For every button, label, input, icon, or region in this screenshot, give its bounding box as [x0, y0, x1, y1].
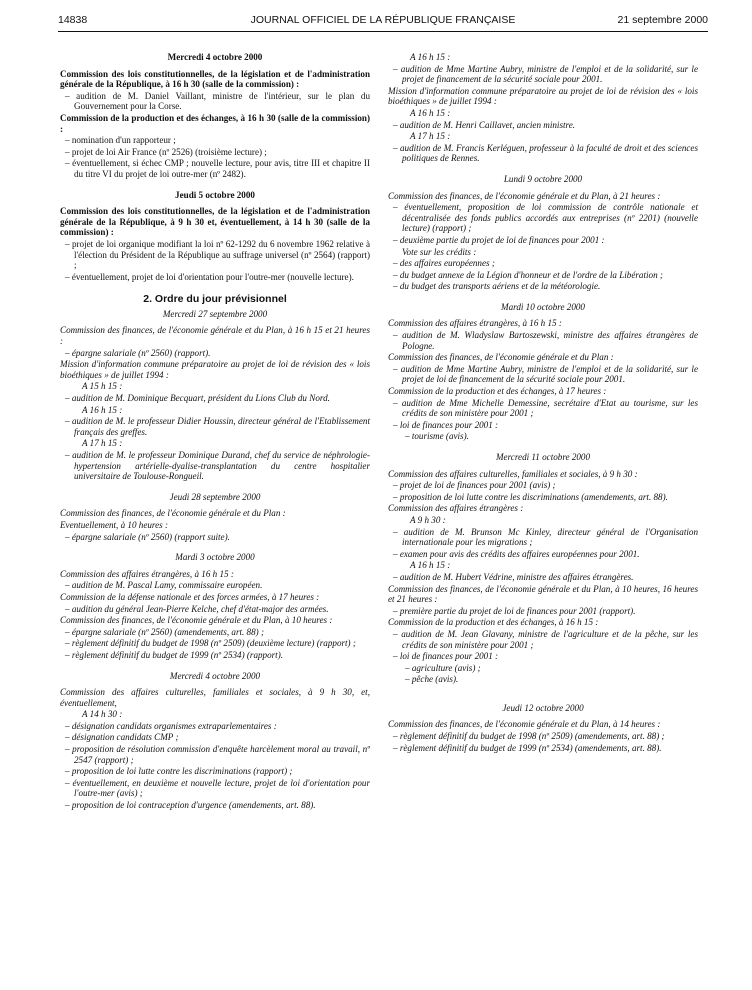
committee-entry: Commission des finances, de l'économie générale et du Plan, à 10 heures, 16 heures et 21 heures :	[388, 583, 698, 605]
agenda-subitem: – pêche (avis).	[405, 674, 459, 685]
agenda-item: – audition de M. Brunson Mc Kinley, directeur général de l'Organisation internationale pour les migrations ;	[393, 526, 698, 548]
time-slot: A 16 h 15 :	[410, 560, 451, 571]
agenda-item: – règlement définitif du budget de 1999 (nº 2534) (rapport).	[65, 649, 284, 660]
day-heading: Jeudi 28 septembre 2000	[169, 491, 261, 502]
agenda-item: – proposition de loi contraception d'urgence (amendements, art. 88).	[65, 800, 316, 811]
agenda-item: – proposition de résolution commission d'enquête harcèlement moral au travail, nº 2547 (rapport) ;	[65, 744, 370, 765]
agenda-item: – proposition de loi lutte contre les discriminations (amendements, art. 88).	[393, 491, 668, 502]
committee-entry: Commission des finances, de l'économie générale et du Plan, à 21 heures :	[388, 190, 661, 201]
left-column	[60, 38, 370, 812]
time-slot: A 16 h 15 :	[410, 107, 451, 118]
agenda-item: – éventuellement, en deuxième et nouvelle lecture, projet de loi d'orientation pour l'outre-mer (avis) ;	[65, 777, 370, 799]
agenda-item: – éventuellement, projet de loi d'orientation pour l'outre-mer (nouvelle lecture).	[65, 271, 354, 282]
agenda-item: – épargne salariale (nº 2560) (rapport).	[65, 347, 211, 358]
committee-entry: Commission des finances, de l'économie générale et du Plan, à 16 h 15 et 21 heures :	[60, 325, 370, 347]
agenda-item: – audition du général Jean-Pierre Kelche, chef d'état-major des armées.	[65, 603, 329, 614]
right-column	[388, 38, 698, 754]
agenda-item: – loi de finances pour 2001 :	[393, 419, 499, 430]
day-heading: Mercredi 4 octobre 2000	[169, 670, 261, 681]
agenda-item: – audition de Mme Martine Aubry, ministre de l'emploi et de la solidarité, sur le projet de financement de la sécurité sociale pour 2001.	[393, 63, 698, 85]
agenda-item: – audition de Mme Michelle Demessine, secrétaire d'Etat au tourisme, sur les crédits de son ministère pour 2001 ;	[393, 397, 698, 419]
committee-entry: Mission d'information commune préparatoire au projet de loi de révision des « lois bioéthiques » de juillet 1994 :	[60, 359, 370, 380]
issue-date: 21 septembre 2000	[617, 14, 708, 26]
agenda-item: – éventuellement, proposition de loi commission de contrôle nationale et décentralisée des fonds publics accordés aux entreprises (nº 2201) (nouvelle lecture) (rapport) ;	[393, 202, 698, 234]
agenda-item: – audition de M. Hubert Védrine, ministre des affaires étrangères.	[393, 571, 634, 582]
agenda-item: – projet de loi Air France (nº 2526) (troisième lecture) ;	[65, 146, 267, 157]
agenda-item: – des affaires européennes ;	[393, 258, 495, 269]
agenda-item: – projet de loi organique modifiant la loi nº 62-1292 du 6 novembre 1962 relative à l'élection du Président de la République au suffrage universel (nº 2564) (rapport) ;	[65, 238, 370, 271]
committee-entry: Commission des affaires culturelles, familiales et sociales, à 9 h 30, et, éventuellement,	[60, 687, 370, 708]
committee-entry: Commission des affaires étrangères, à 16 h 15 :	[60, 568, 234, 579]
agenda-item: – désignation candidats organismes extraparlementaires :	[65, 720, 277, 731]
day-heading: Lundi 9 octobre 2000	[503, 173, 583, 184]
agenda-subitem: – agriculture (avis) ;	[405, 662, 481, 673]
day-heading: Mercredi 27 septembre 2000	[162, 308, 268, 319]
committee-entry: Commission de la production et des échanges, à 16 h 30 (salle de la commission) :	[60, 112, 370, 134]
time-slot: A 16 h 15 :	[82, 404, 123, 415]
committee-entry: Commission de la défense nationale et des forces armées, à 17 heures :	[60, 591, 320, 602]
agenda-item: – du budget annexe de la Légion d'honneur et de l'ordre de la Libération ;	[393, 269, 663, 280]
agenda-item: – audition de M. Francis Kerléguen, professeur à la faculté de droit et des sciences politiques de Rennes.	[393, 142, 698, 164]
time-slot: A 9 h 30 :	[410, 514, 446, 525]
agenda-item: – désignation candidats CMP ;	[65, 732, 179, 743]
agenda-item: – audition de Mme Martine Aubry, ministre de l'emploi et de la solidarité, sur le projet de loi de financement de la sécurité sociale pour 2001.	[393, 363, 698, 385]
time-slot: A 17 h 15 :	[82, 438, 123, 449]
section-heading: 2. Ordre du jour prévisionnel	[143, 293, 287, 306]
agenda-item: – audition de M. Dominique Becquart, président du Lions Club du Nord.	[65, 393, 330, 404]
page-header	[58, 14, 708, 30]
time-slot: A 16 h 15 :	[410, 52, 451, 62]
agenda-item: – projet de loi de finances pour 2001 (avis) ;	[393, 480, 556, 491]
committee-entry: Commission des affaires culturelles, familiales et sociales, à 9 h 30 :	[388, 468, 638, 479]
agenda-item: – audition de M. Pascal Lamy, commissaire européen.	[65, 580, 263, 591]
agenda-item: – première partie du projet de loi de finances pour 2001 (rapport).	[393, 605, 636, 616]
agenda-item: – épargne salariale (nº 2560) (rapport suite).	[65, 531, 230, 542]
agenda-item: – règlement définitif du budget de 1999 (nº 2534) (amendements, art. 88).	[393, 742, 662, 753]
committee-entry: Commission des lois constitutionnelles, de la législation et de l'administration générale de la République, à 16 h 30 (salle de la commission) :	[60, 68, 370, 90]
agenda-item: – audition de M. Daniel Vaillant, ministre de l'intérieur, sur le plan du Gouvernement pour la Corse.	[65, 90, 370, 112]
committee-entry: Commission des affaires étrangères, à 16 h 15 :	[388, 318, 562, 329]
page-number: 14838	[58, 14, 88, 26]
agenda-item: – deuxième partie du projet de loi de finances pour 2001 :	[393, 234, 605, 245]
agenda-item: – épargne salariale (nº 2560) (amendements, art. 88) ;	[65, 626, 264, 637]
agenda-item: – examen pour avis des crédits des affaires européennes pour 2001.	[393, 548, 640, 559]
agenda-item: – audition de M. le professeur Dominique Durand, chef du service de néphrologie-hypertension artérielle-dyalise-transplantation du centre hospitalier universitaire de Toulouse-Rongueil.	[65, 450, 370, 482]
agenda-item: – loi de finances pour 2001 :	[393, 651, 499, 662]
day-heading: Jeudi 12 octobre 2000	[502, 702, 584, 713]
agenda-item: – éventuellement, si échec CMP ; nouvelle lecture, pour avis, titre III et chapitre II du titre VI du projet de loi outre-mer (nº 2482).	[65, 158, 370, 179]
agenda-item: – audition de M. Jean Glavany, ministre de l'agriculture et de la pêche, sur les crédits de son ministère pour 2001 ;	[393, 628, 698, 650]
committee-entry: Commission de la production et des échanges, à 16 h 15 :	[388, 617, 599, 628]
committee-entry: Mission d'information commune préparatoire au projet de loi de révision des « lois bioéthiques » de juillet 1994 :	[388, 85, 698, 107]
agenda-item: – audition de M. Wladyslaw Bartoszewski, ministre des affaires étrangères de Pologne.	[393, 330, 698, 351]
time-slot: A 14 h 30 :	[82, 709, 123, 720]
day-heading: Mardi 3 octobre 2000	[175, 552, 255, 563]
committee-entry: Commission de la production et des échanges, à 17 heures :	[388, 386, 607, 397]
agenda-item: – règlement définitif du budget de 1998 (nº 2509) (deuxième lecture) (rapport) ;	[65, 638, 356, 649]
agenda-item: – audition de M. Henri Caillavet, ancien ministre.	[393, 119, 576, 130]
agenda-item: – proposition de loi lutte contre les discriminations (rapport) ;	[65, 766, 293, 777]
committee-entry: Commission des finances, de l'économie générale et du Plan, à 14 heures :	[388, 719, 661, 730]
committee-entry: Commission des finances, de l'économie générale et du Plan :	[388, 352, 614, 363]
time-slot: A 17 h 15 :	[410, 131, 451, 142]
committee-entry: Commission des finances, de l'économie générale et du Plan :	[60, 508, 286, 519]
committee-entry: Commission des finances, de l'économie générale et du Plan, à 10 heures :	[60, 615, 333, 626]
agenda-item: – audition de M. le professeur Didier Houssin, directeur général de l'Etablissement français des greffes.	[65, 416, 370, 437]
agenda-item: – du budget des transports aériens et de la météorologie.	[393, 281, 601, 292]
vote-note: Vote sur les crédits :	[402, 246, 477, 257]
agenda-item: – nomination d'un rapporteur ;	[65, 135, 176, 146]
agenda-item: – règlement définitif du budget de 1998 (nº 2509) (amendements, art. 88) ;	[393, 731, 665, 742]
day-heading: Mercredi 4 octobre 2000	[167, 52, 263, 62]
header-rule	[58, 31, 708, 32]
day-heading: Mardi 10 octobre 2000	[501, 301, 585, 312]
journal-title: JOURNAL OFFICIEL DE LA RÉPUBLIQUE FRANÇAISE	[250, 14, 516, 26]
time-note: Eventuellement, à 10 heures :	[60, 519, 168, 530]
agenda-subitem: – tourisme (avis).	[405, 431, 469, 442]
committee-entry: Commission des lois constitutionnelles, de la législation et de l'administration générale de la République, à 9 h 30 et, éventuellement, à 14 h 30 (salle de la commission) :	[60, 206, 370, 238]
committee-entry: Commission des affaires étrangères :	[388, 503, 524, 514]
day-heading: Jeudi 5 octobre 2000	[175, 189, 255, 200]
time-slot: A 15 h 15 :	[82, 381, 123, 392]
day-heading: Mercredi 11 octobre 2000	[495, 452, 591, 462]
